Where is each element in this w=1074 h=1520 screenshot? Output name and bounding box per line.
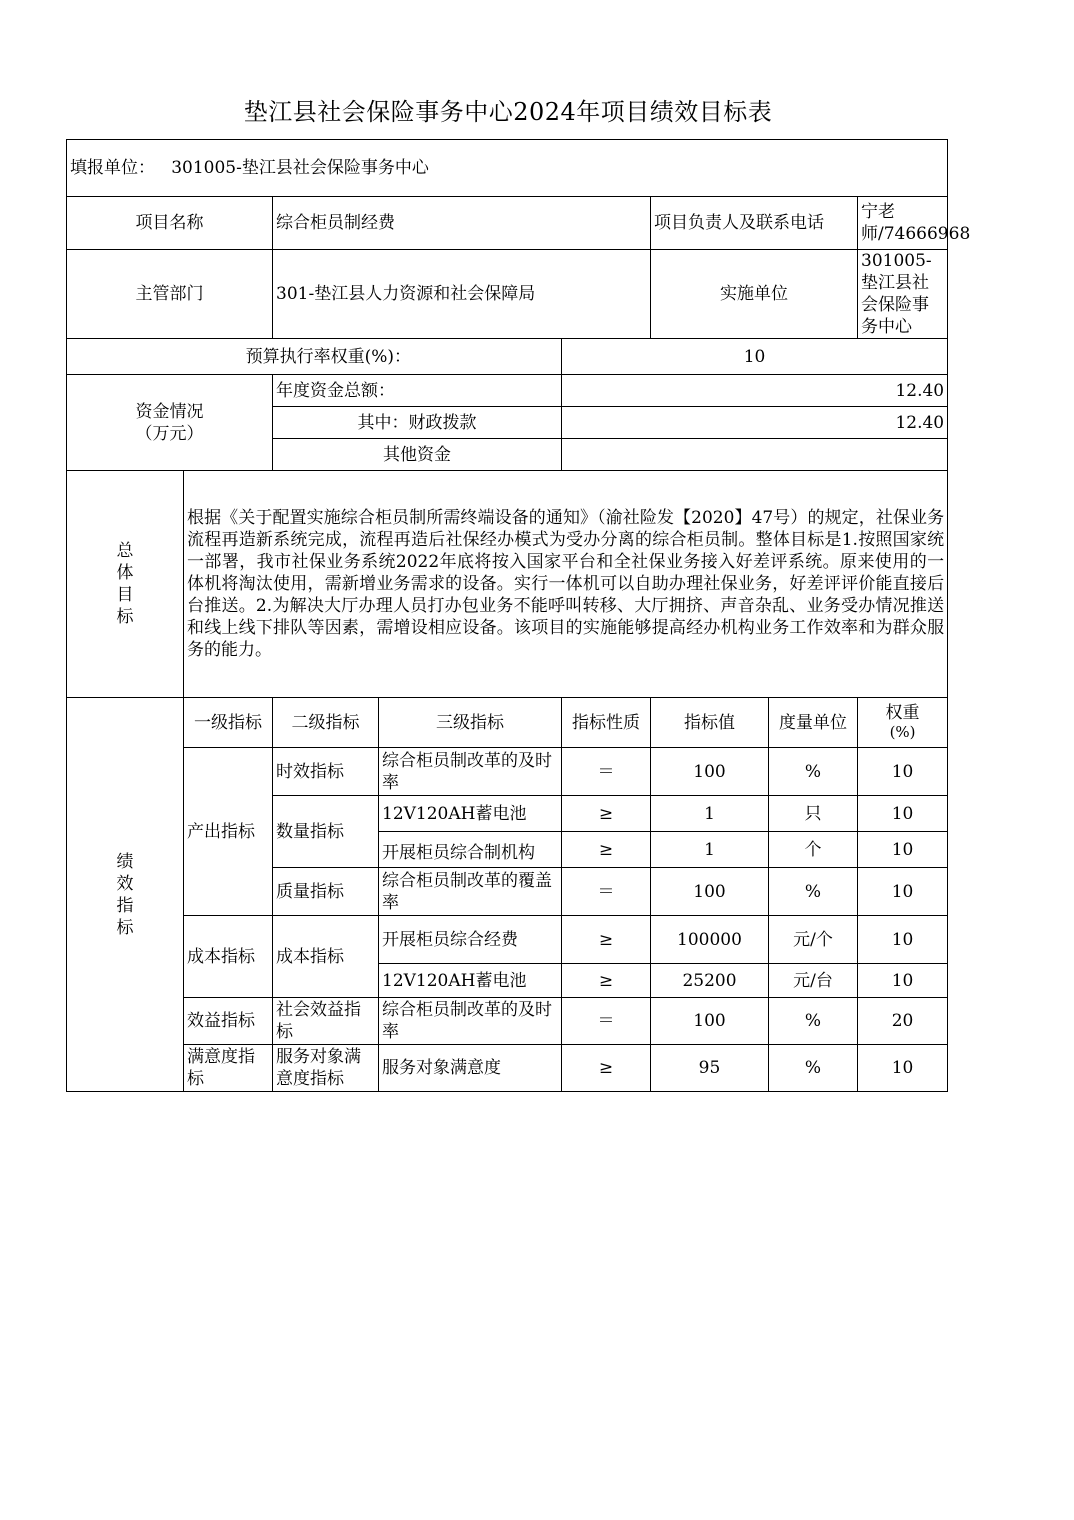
table-row-l3: 综合柜员制改革的及时率 bbox=[379, 998, 562, 1045]
budget-weight-value: 10 bbox=[562, 339, 948, 375]
l1-satisfaction: 满意度指标 bbox=[184, 1045, 273, 1092]
impl-value: 301005-垫江县社会保险事务中心 bbox=[858, 250, 948, 339]
l2-time: 时效指标 bbox=[273, 748, 379, 796]
header-weight: 权重 (%) bbox=[858, 698, 948, 748]
performance-target-table bbox=[66, 139, 971, 1092]
table-row-nature: ≥ bbox=[562, 964, 651, 998]
table-row-l3: 12V120AH蓄电池 bbox=[379, 964, 562, 998]
l1-cost: 成本指标 bbox=[184, 916, 273, 998]
goal-text: 根据《关于配置实施综合柜员制所需终端设备的通知》（渝社险发【2020】47号）的规定，社保业务流程再造新系统完成，流程再造后社保经办模式为受办分离的综合柜员制。整体目标是1.按照国家统一部署，我市社保业务系统2022年底将按入国家平台和全社保业务接入好差评系统。原来使用的一体机将淘汰使用，需新增业务需求的设备。实行一体机可以自助办理社保业务，好差评评价能直接后台推送。2.为解决大厅办理人员打办包业务不能呼叫转移、大厅拥挤、声音杂乱、业务受办情况推送和线上线下排队等因素，需增设相应设备。该项目的实施能够提高经办机构业务工作效率和为群众服务的能力。 bbox=[184, 471, 948, 698]
table-row-value: 1 bbox=[651, 796, 769, 832]
table-row-weight: 10 bbox=[858, 868, 948, 916]
table-row-nature: ＝ bbox=[562, 998, 651, 1045]
table-row-unit: % bbox=[769, 1045, 858, 1092]
table-row-nature: ≥ bbox=[562, 1045, 651, 1092]
fill-unit-row bbox=[67, 140, 948, 197]
table-row-weight: 20 bbox=[858, 998, 948, 1045]
l2-quality: 质量指标 bbox=[273, 868, 379, 916]
table-row-nature: ≥ bbox=[562, 796, 651, 832]
table-row-weight: 10 bbox=[858, 916, 948, 964]
table-row-unit: % bbox=[769, 748, 858, 796]
table-row-l3: 综合柜员制改革的及时率 bbox=[379, 748, 562, 796]
fiscal-value: 12.40 bbox=[562, 407, 948, 439]
table-row-weight: 10 bbox=[858, 796, 948, 832]
l2-cost: 成本指标 bbox=[273, 916, 379, 998]
table-row-l3: 开展柜员综合经费 bbox=[379, 916, 562, 964]
table-row-unit: 元/台 bbox=[769, 964, 858, 998]
table-row-nature: ＝ bbox=[562, 748, 651, 796]
table-row-value: 1 bbox=[651, 832, 769, 868]
table-row-value: 95 bbox=[651, 1045, 769, 1092]
l2-quantity: 数量指标 bbox=[273, 796, 379, 868]
table-row-l3: 开展柜员综合制机构 bbox=[379, 832, 562, 868]
table-row-value: 100 bbox=[651, 748, 769, 796]
table-row-l3: 12V120AH蓄电池 bbox=[379, 796, 562, 832]
table-row-weight: 10 bbox=[858, 748, 948, 796]
header-level3: 三级指标 bbox=[379, 698, 562, 748]
table-row-weight: 10 bbox=[858, 1045, 948, 1092]
funds-label bbox=[67, 375, 273, 471]
l1-benefit: 效益指标 bbox=[184, 998, 273, 1045]
perf-label: 绩 效 指 标 bbox=[67, 698, 184, 1092]
impl-label: 实施单位 bbox=[651, 250, 858, 339]
project-name-value: 综合柜员制经费 bbox=[273, 197, 651, 250]
table-row-weight: 10 bbox=[858, 832, 948, 868]
annual-total-value: 12.40 bbox=[562, 375, 948, 407]
header-level2: 二级指标 bbox=[273, 698, 379, 748]
fiscal-label: 其中：财政拨款 bbox=[273, 407, 562, 439]
header-unit: 度量单位 bbox=[769, 698, 858, 748]
dept-value: 301-垫江县人力资源和社会保障局 bbox=[273, 250, 651, 339]
project-name-label: 项目名称 bbox=[67, 197, 273, 250]
table-row-unit: % bbox=[769, 868, 858, 916]
contact-label: 项目负责人及联系电话 bbox=[651, 197, 858, 250]
page-title: 垫江县社会保险事务中心2024年项目绩效目标表 bbox=[243, 98, 773, 126]
header-value: 指标值 bbox=[651, 698, 769, 748]
annual-total-label: 年度资金总额： bbox=[273, 375, 562, 407]
l1-output: 产出指标 bbox=[184, 748, 273, 916]
other-funds-value bbox=[562, 439, 948, 471]
fill-unit-label: 填报单位： bbox=[70, 158, 155, 178]
header-level1: 一级指标 bbox=[184, 698, 273, 748]
table-row-unit: % bbox=[769, 998, 858, 1045]
funds-label-line2: （万元） bbox=[135, 423, 204, 444]
table-row-unit: 元/个 bbox=[769, 916, 858, 964]
table-row-value: 100 bbox=[651, 998, 769, 1045]
other-funds-label: 其他资金 bbox=[273, 439, 562, 471]
table-row-value: 100000 bbox=[651, 916, 769, 964]
table-row-unit: 个 bbox=[769, 832, 858, 868]
goal-label: 总 体 目 标 bbox=[67, 471, 184, 698]
l2-social: 社会效益指标 bbox=[273, 998, 379, 1045]
table-row-weight: 10 bbox=[858, 964, 948, 998]
table-row-l3: 综合柜员制改革的覆盖率 bbox=[379, 868, 562, 916]
contact-value: 宁老师/74666968 bbox=[858, 197, 948, 250]
table-row-nature: ＝ bbox=[562, 868, 651, 916]
header-nature: 指标性质 bbox=[562, 698, 651, 748]
table-row-l3: 服务对象满意度 bbox=[379, 1045, 562, 1092]
table-row-value: 100 bbox=[651, 868, 769, 916]
budget-weight-label: 预算执行率权重(%)： bbox=[67, 339, 562, 375]
table-row-nature: ≥ bbox=[562, 832, 651, 868]
l2-service: 服务对象满意度指标 bbox=[273, 1045, 379, 1092]
dept-label: 主管部门 bbox=[67, 250, 273, 339]
fill-unit-value: 301005-垫江县社会保险事务中心 bbox=[171, 158, 429, 178]
table-row-unit: 只 bbox=[769, 796, 858, 832]
funds-label-line1: 资金情况 bbox=[135, 401, 204, 422]
table-row-nature: ≥ bbox=[562, 916, 651, 964]
table-row-value: 25200 bbox=[651, 964, 769, 998]
